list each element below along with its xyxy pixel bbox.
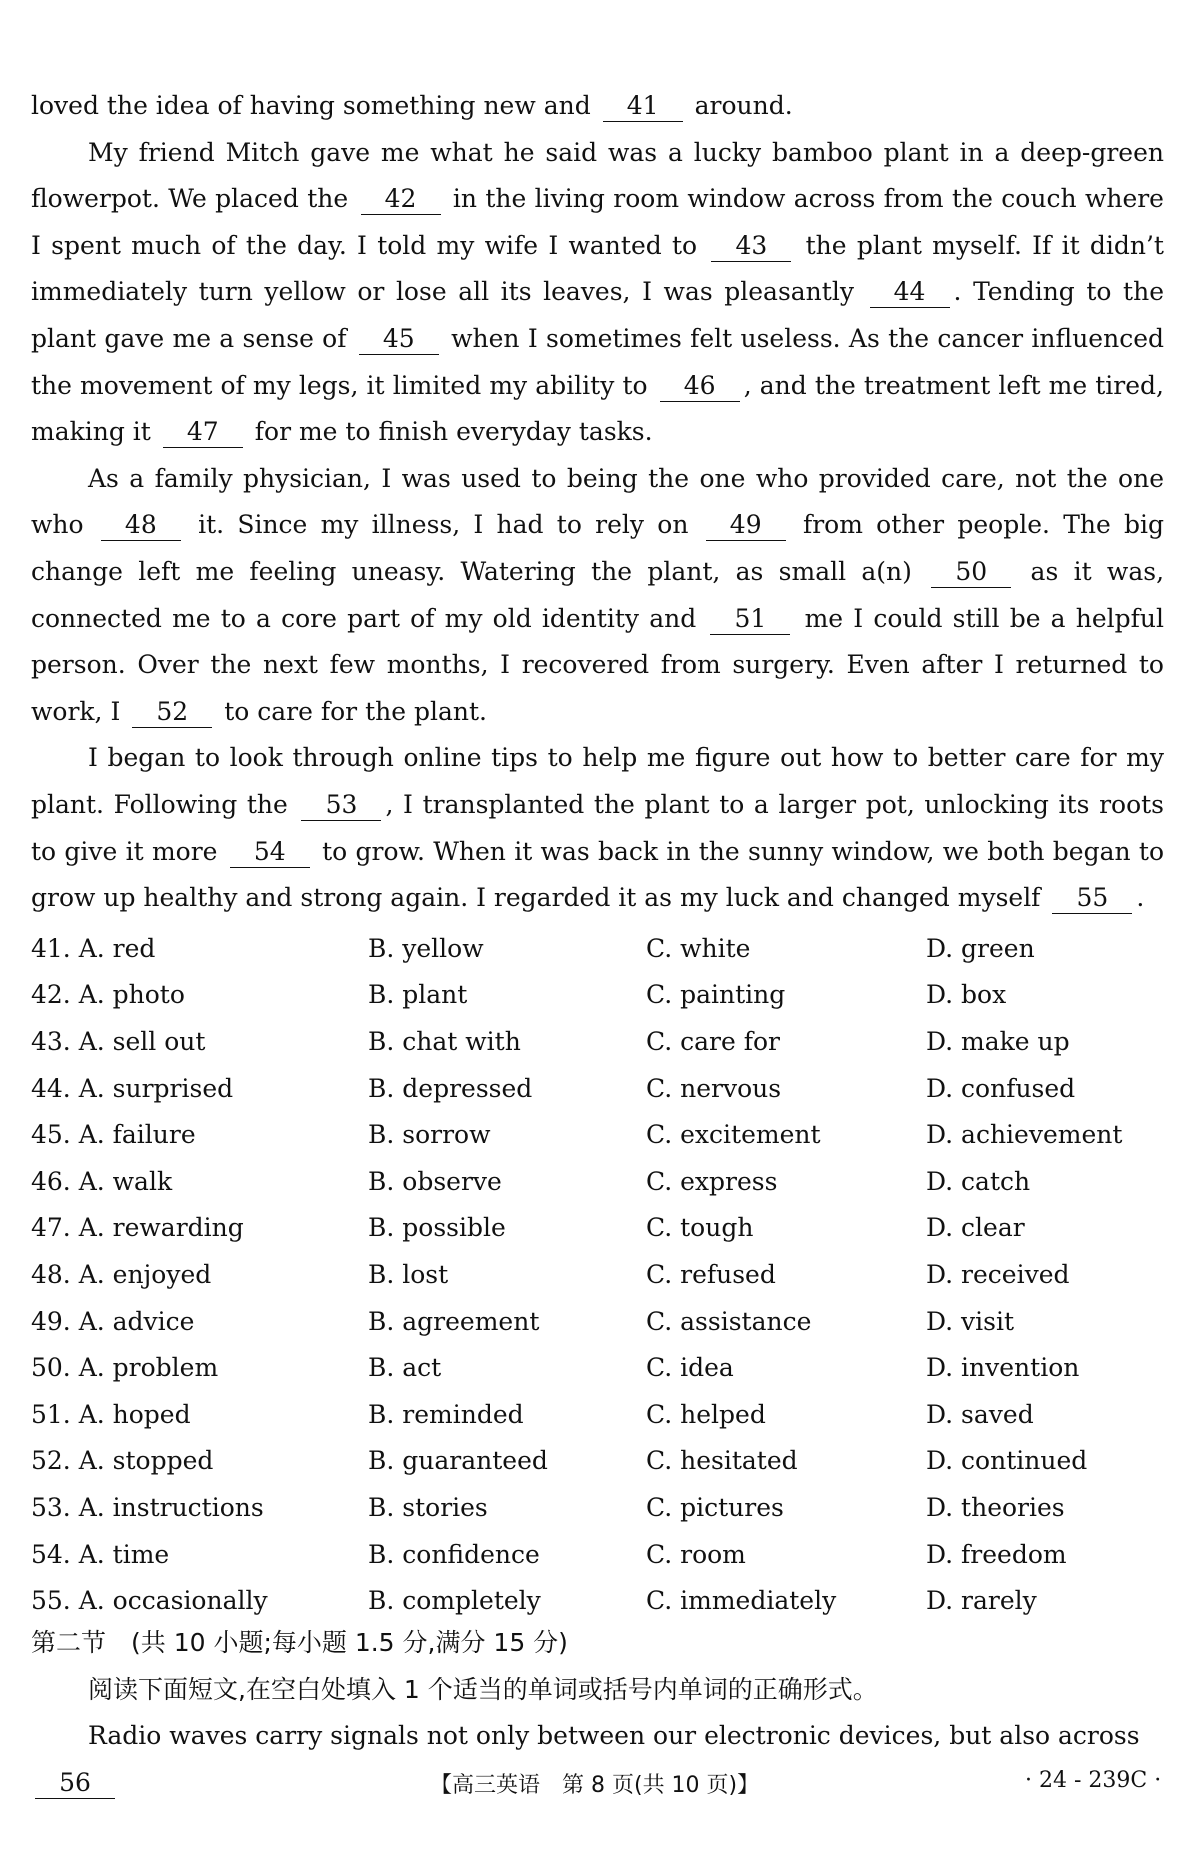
blank-49: 49	[706, 510, 786, 541]
option-45-a: 45. A. failure	[31, 1120, 196, 1150]
option-50-d: D. invention	[926, 1353, 1080, 1383]
option-51-b: B. reminded	[368, 1399, 524, 1429]
passage-text: when I sometimes felt useless. As the cancer influenced the movement of my legs, it limited my ability to	[31, 323, 1164, 400]
option-49-c: C. assistance	[646, 1306, 812, 1336]
option-49-a: 49. A. advice	[31, 1306, 195, 1336]
passage-text: it. Since my illness, I had to rely on	[198, 510, 689, 540]
option-51-c: C. helped	[646, 1399, 766, 1429]
option-row-54	[31, 1531, 1164, 1578]
option-54-c: C. room	[646, 1539, 746, 1569]
option-51-a: 51. A. hoped	[31, 1399, 191, 1429]
option-41-d: D. green	[926, 933, 1035, 963]
option-row-48	[31, 1251, 1164, 1298]
option-row-45	[31, 1111, 1164, 1158]
passage-text: to grow. When it was back in the sunny window, we both began to grow up healthy and strong again. I regarded it as my luck and changed myself	[31, 836, 1165, 913]
blank-41: 41	[603, 91, 683, 122]
blank-48: 48	[101, 510, 181, 541]
section-instruction: 阅读下面短文,在空白处填入 1 个适当的单词或括号内单词的正确形式。	[88, 1674, 878, 1704]
option-row-52	[31, 1438, 1164, 1485]
passage-text: As a family physician, I was used to being the one who provided care, not the one who	[31, 463, 1164, 540]
option-50-a: 50. A. problem	[31, 1353, 219, 1383]
blank-51: 51	[710, 604, 790, 635]
passage-text: me I could still be a helpful person. Over the next few months, I recovered from surgery. Even after I returned to work, I	[31, 603, 1164, 726]
option-54-a: 54. A. time	[31, 1539, 170, 1569]
passage-text: , and the treatment left me tired, making it	[31, 370, 1164, 447]
option-52-d: D. continued	[926, 1446, 1088, 1476]
passage-text: the plant myself. If it didn’t immediately turn yellow or lose all its leaves, I was pleasantly	[31, 230, 1164, 307]
option-44-c: C. nervous	[646, 1073, 782, 1103]
option-46-a: 46. A. walk	[31, 1166, 173, 1196]
blank-54: 54	[230, 837, 310, 868]
option-50-b: B. act	[368, 1353, 442, 1383]
option-43-b: B. chat with	[368, 1026, 521, 1056]
option-row-43	[31, 1018, 1164, 1065]
passage-paragraph-2	[31, 456, 1164, 736]
passage-text: I began to look through online tips to help me figure out how to better care for my plant. Following the	[31, 743, 1164, 819]
option-48-c: C. refused	[646, 1259, 776, 1289]
option-45-b: B. sorrow	[368, 1120, 491, 1150]
option-41-a: 41. A. red	[31, 933, 156, 963]
blank-53: 53	[301, 790, 381, 821]
footer-exam-code: · 24 - 239C ·	[1025, 1768, 1162, 1793]
option-55-d: D. rarely	[926, 1586, 1037, 1616]
blank-43: 43	[711, 231, 791, 262]
passage-text: .	[1136, 883, 1145, 913]
option-41-c: C. white	[646, 933, 751, 963]
option-45-c: C. excitement	[646, 1120, 821, 1150]
option-47-a: 47. A. rewarding	[31, 1213, 244, 1243]
passage-text: , I transplanted the plant to a larger pot, unlocking its roots to give it more	[31, 789, 1165, 866]
passage-text: . Tending to the plant gave me a sense of	[31, 277, 1165, 353]
passage-text: for me to finish everyday tasks.	[254, 417, 653, 447]
passage-text: to care for the plant.	[224, 696, 487, 726]
option-54-d: D. freedom	[926, 1539, 1067, 1569]
option-42-c: C. painting	[646, 980, 786, 1010]
option-44-d: D. confused	[926, 1073, 1076, 1103]
option-row-49	[31, 1298, 1164, 1345]
passage-text: as it was, connected me to a core part of my old identity and	[31, 556, 1165, 633]
blank-56: 56	[35, 1768, 115, 1799]
option-43-d: D. make up	[926, 1026, 1070, 1056]
option-52-c: C. hesitated	[646, 1446, 798, 1476]
option-row-46	[31, 1158, 1164, 1205]
option-row-42	[31, 972, 1164, 1019]
answer-options	[31, 925, 1164, 1624]
option-48-b: B. lost	[368, 1259, 449, 1289]
option-52-a: 52. A. stopped	[31, 1446, 214, 1476]
option-46-b: B. observe	[368, 1166, 502, 1196]
option-53-b: B. stories	[368, 1492, 488, 1522]
option-row-51	[31, 1391, 1164, 1438]
option-42-a: 42. A. photo	[31, 980, 185, 1010]
option-52-b: B. guaranteed	[368, 1446, 548, 1476]
page-footer	[0, 1768, 1200, 1808]
passage-paragraph-0	[31, 83, 1164, 130]
passage-paragraph-3	[31, 735, 1164, 921]
option-53-d: D. theories	[926, 1492, 1065, 1522]
blank-47: 47	[163, 417, 243, 448]
blank-42: 42	[361, 184, 441, 215]
blank-52: 52	[132, 697, 212, 728]
option-54-b: B. confidence	[368, 1539, 540, 1569]
option-51-d: D. saved	[926, 1399, 1034, 1429]
option-45-d: D. achievement	[926, 1120, 1123, 1150]
option-55-a: 55. A. occasionally	[31, 1586, 268, 1616]
passage-text: in the living room window across from the couch where I spent much of the day. I told my wife I wanted to	[31, 184, 1164, 260]
option-47-d: D. clear	[926, 1213, 1025, 1243]
option-48-d: D. received	[926, 1259, 1070, 1289]
option-row-47	[31, 1205, 1164, 1252]
cloze-passage	[31, 83, 1164, 922]
option-47-c: C. tough	[646, 1213, 754, 1243]
option-row-55	[31, 1577, 1164, 1624]
option-43-a: 43. A. sell out	[31, 1026, 206, 1056]
option-55-c: C. immediately	[646, 1586, 837, 1616]
option-55-b: B. completely	[368, 1586, 541, 1616]
option-42-d: D. box	[926, 980, 1007, 1010]
option-46-c: C. express	[646, 1166, 778, 1196]
option-row-44	[31, 1065, 1164, 1112]
option-42-b: B. plant	[368, 980, 468, 1010]
option-47-b: B. possible	[368, 1213, 506, 1243]
option-44-b: B. depressed	[368, 1073, 533, 1103]
option-41-b: B. yellow	[368, 933, 484, 963]
passage-text: Radio waves carry signals not only between our electronic devices, but also across	[88, 1721, 1140, 1751]
passage-text: loved the idea of having something new and	[31, 91, 591, 120]
blank-44: 44	[870, 277, 950, 308]
blank-45: 45	[359, 324, 439, 355]
blank-50: 50	[931, 557, 1011, 588]
option-43-c: C. care for	[646, 1026, 780, 1056]
option-row-41	[31, 925, 1164, 972]
option-53-a: 53. A. instructions	[31, 1492, 264, 1522]
passage-text: from other people. The big change left me feeling uneasy. Watering the plant, as small a(n)	[31, 510, 1165, 586]
passage-paragraph-1	[31, 130, 1164, 456]
option-53-c: C. pictures	[646, 1492, 784, 1522]
option-49-d: D. visit	[926, 1306, 1015, 1336]
passage-text: around.	[694, 91, 793, 120]
option-44-a: 44. A. surprised	[31, 1073, 234, 1103]
blank-55: 55	[1052, 883, 1132, 914]
option-48-a: 48. A. enjoyed	[31, 1259, 212, 1289]
option-49-b: B. agreement	[368, 1306, 540, 1336]
blank-46: 46	[660, 371, 740, 402]
option-50-c: C. idea	[646, 1353, 734, 1383]
section-heading: 第二节 (共 10 小题;每小题 1.5 分,满分 15 分)	[31, 1628, 568, 1657]
option-row-53	[31, 1484, 1164, 1531]
option-46-d: D. catch	[926, 1166, 1031, 1196]
footer-page-info: 【高三英语 第 8 页(共 10 页)】	[430, 1773, 760, 1798]
passage-text: My friend Mitch gave me what he said was a lucky bamboo plant in a deep-green flowerpot. We placed the	[31, 137, 1164, 214]
option-row-50	[31, 1344, 1164, 1391]
